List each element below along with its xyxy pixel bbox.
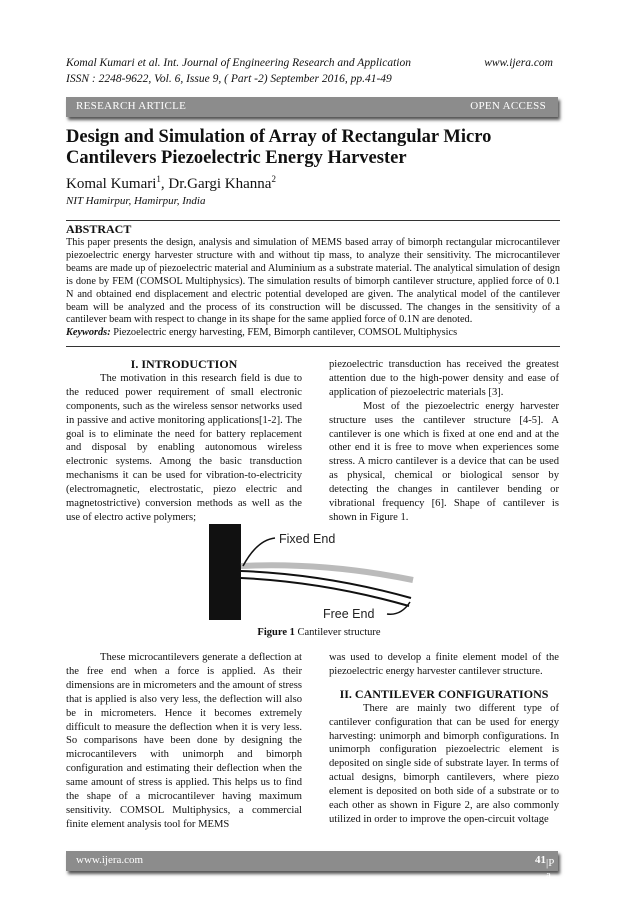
section-2-heading: II. CANTILEVER CONFIGURATIONS <box>339 686 549 701</box>
author-1-affil: 1 <box>156 174 161 184</box>
issn-line: ISSN : 2248-9622, Vol. 6, Issue 9, ( Part -2) September 2016, pp.41-49 <box>66 73 392 85</box>
author-1: Komal Kumari <box>66 176 157 192</box>
abstract-box <box>66 220 560 347</box>
lower-column-left <box>66 651 302 832</box>
beam-bottom-edge <box>241 578 409 606</box>
abstract-heading: ABSTRACT <box>66 222 132 236</box>
author-separator: , <box>160 176 169 192</box>
figure-1-cantilever <box>205 522 435 622</box>
body-paragraph-6: There are mainly two different type of cantilever configuration that can be used for energy harvesting: unimorph and bimorph configurations. In unimorph configuration piezoelectric element is deposited on single side of substrate layer. In terms of actual designs, bimorph cantilevers, where piezo element is deposited on both side of a substrate or to each other as shown in Figure 2, are also commonly utilized in order to improve the open-circuit voltage <box>329 702 559 825</box>
keywords <box>66 327 560 340</box>
page-number <box>535 854 554 905</box>
fixed-wall <box>209 524 241 620</box>
journal-website[interactable]: www.ijera.com <box>484 57 553 69</box>
open-access-label: OPEN ACCESS <box>470 100 546 112</box>
abstract-text: This paper presents the design, analysis and simulation of MEMS based array of bimorph rectangular microcantilever piezoelectric energy harvester structure with and without tip mass, to analyze their sensitivity. The microcantilever beams are made up of piezoelectric material and Aluminium as a substrate material. The analytical simulation of design is done by FEM (COMSOL Multiphysics). The simulation results of bimorph cantilever structure, applied force of 0.1 N and obtained end displacement and electric potential developed are given. The analytical model of the cantilever beam will be analyzed and the process of its construction will be discussed. The changes in the sensitivity of a cantilever beam with respect to change in its shape for the same applied force of 0.1N are denoted. <box>66 237 560 326</box>
paper-title-line1: Design and Simulation of Array of Rectangular Micro <box>66 127 492 147</box>
fixed-end-label: Fixed End <box>279 532 336 546</box>
fixed-end-leader <box>243 538 275 566</box>
keywords-label: Keywords: <box>66 327 111 339</box>
page-number-value: 41 <box>535 854 546 866</box>
article-type-banner <box>66 97 558 117</box>
section-1-heading: I. INTRODUCTION <box>130 357 238 371</box>
intro-column-left <box>66 358 302 525</box>
intro-paragraph-2: piezoelectric transduction has received the greatest attention due to the high-power density and ease of application of piezoelectric materials [3]. <box>329 359 559 398</box>
author-2-affil: 2 <box>271 174 276 184</box>
paper-title <box>66 127 566 169</box>
page-footer <box>66 851 558 905</box>
figure-1-label: Figure 1 <box>257 627 295 638</box>
body-paragraph-4: These microcantilevers generate a deflection at the free end when a force is applied. As their dimensions are in micrometers and the amount of stress that is applied is also very less, the deflection will also be in micrometers. Hence it becomes extremely difficult to measure the deflection when it is very less. So comparisons have been done by designing the microcantilevers with unimorph and bimorph configuration and estimating their deflection when the same amount of stress is applied. This helps us to find the shape of a microcantilever having maximum sensitivity. COMSOL Multiphysics, a commercial finite element analysis tool for MEMS <box>66 652 302 830</box>
body-paragraph-5: was used to develop a finite element model of the piezoelectric energy harvester cantilever structure. <box>329 652 559 677</box>
research-article-label: RESEARCH ARTICLE <box>76 100 187 112</box>
paper-title-line2: Cantilevers Piezoelectric Energy Harvester <box>66 148 407 168</box>
authors <box>66 174 276 193</box>
intro-paragraph-1: The motivation in this research field is due to the reduced power requirement of small electronic components, such as the wireless sensor networks used in passive and active monitoring applications[1-2]. The goal is to eliminate the need for battery replacement and disposal by enabling autonomous wireless electronic systems. Among the basic transduction mechanisms it can be used for vibration-to-electricity (electromagnetic, electrostatic, piezo electric and magnetostrictive) conversion methods as well as the use of electro active polymers; <box>66 372 302 523</box>
figure-1-caption-text: Cantilever structure <box>294 627 381 638</box>
affiliation: NIT Hamirpur, Hamirpur, India <box>66 195 206 207</box>
journal-line: Komal Kumari et al. Int. Journal of Engineering Research and Application <box>66 57 411 69</box>
footer-website[interactable]: www.ijera.com <box>76 854 144 866</box>
intro-column-right <box>329 358 559 525</box>
keywords-text: Piezoelectric energy harvesting, FEM, Bimorph cantilever, COMSOL Multiphysics <box>110 327 458 339</box>
free-end-label: Free End <box>323 607 375 621</box>
figure-1-caption <box>0 627 638 638</box>
intro-paragraph-3: Most of the piezoelectric energy harvester structure uses the cantilever structure [4-5]. A cantilever is one which is fixed at one end and at the other end it is free to move when experiences some stress. A micro cantilever is a device that can be used as physical, chemical or biological sensor by detecting the changes in cantilever bending or vibrational frequency [6]. Shape of cantilever is shown in Figure 1. <box>329 400 559 523</box>
page-label: |P a g e <box>546 857 554 905</box>
lower-column-right <box>329 651 559 827</box>
author-2: Dr.Gargi Khanna <box>168 176 272 192</box>
